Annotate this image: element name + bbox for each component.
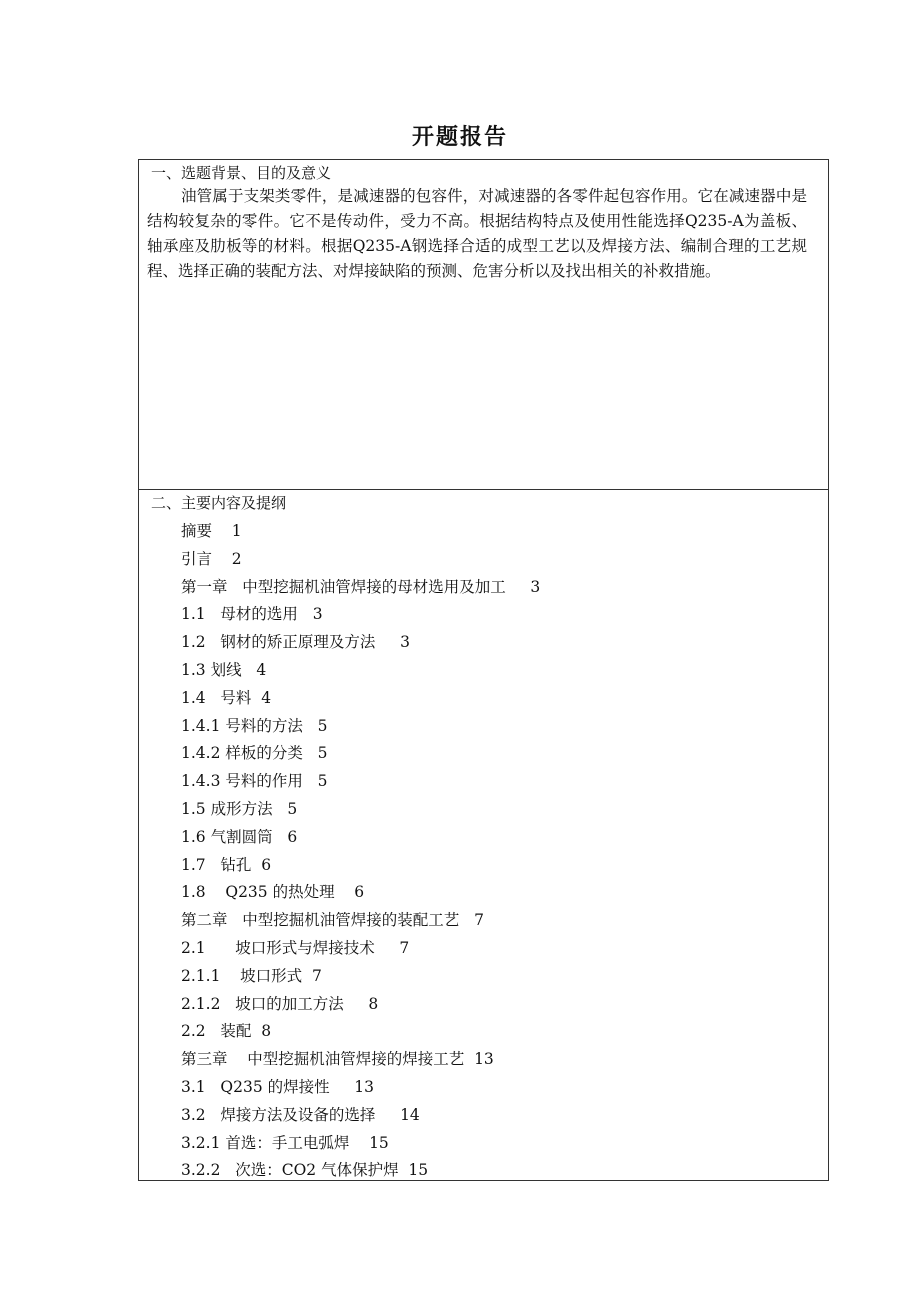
toc-item: 1.2 钢材的矫正原理及方法 3	[181, 633, 410, 652]
toc-item: 1.4.1 号料的方法 5	[181, 716, 328, 735]
toc-item: 第三章 中型挖掘机油管焊接的焊接工艺 13	[181, 1050, 494, 1069]
toc-item: 2.1.2 坡口的加工方法 8	[181, 994, 379, 1013]
outline-section	[139, 490, 828, 1182]
page-title: 开题报告	[411, 124, 508, 150]
section-heading: 二、主要内容及提纲	[151, 494, 287, 512]
report-table	[138, 159, 829, 1181]
toc-item: 1.4.2 样板的分类 5	[181, 744, 328, 763]
toc-item: 1.4.3 号料的作用 5	[181, 772, 328, 791]
background-paragraph: 油管属于支架类零件，是减速器的包容件，对减速器的各零件起包容作用。它在减速器中是结构较复杂的零件。它不是传动件，受力不高。根据结构特点及使用性能选择Q235-A为盖板、轴承座及肋板等的材料。根据Q235-A钢选择合适的成型工艺以及焊接方法、编制合理的工艺规程、选择正确的装配方法、对焊接缺陷的预测、危害分析以及找出相关的补救措施。	[147, 187, 807, 280]
toc-item: 1.5 成形方法 5	[181, 799, 298, 818]
toc-item: 2.1.1 坡口形式 7	[181, 966, 322, 985]
toc-item: 3.2 焊接方法及设备的选择 14	[181, 1105, 420, 1124]
toc-list	[181, 518, 801, 1185]
toc-item: 1.1 母材的选用 3	[181, 605, 323, 624]
toc-item: 1.6 气割圆筒 6	[181, 827, 298, 846]
toc-item: 第一章 中型挖掘机油管焊接的母材选用及加工 3	[181, 577, 541, 596]
toc-item: 3.1 Q235 的焊接性 13	[181, 1077, 375, 1096]
toc-item: 2.1 坡口形式与焊接技术 7	[181, 938, 410, 957]
section-heading: 一、选题背景、目的及意义	[151, 164, 332, 182]
toc-item: 1.8 Q235 的热处理 6	[181, 883, 365, 902]
toc-item: 1.4 号料 4	[181, 688, 272, 707]
toc-item: 3.2.1 首选：手工电弧焊 15	[181, 1133, 389, 1152]
toc-item: 1.7 钻孔 6	[181, 855, 272, 874]
toc-item: 1.3 划线 4	[181, 660, 267, 679]
toc-item: 第二章 中型挖掘机油管焊接的装配工艺 7	[181, 911, 484, 930]
toc-item: 3.2.2 次选：CO2 气体保护焊 15	[181, 1161, 429, 1180]
background-section	[139, 160, 828, 490]
toc-item: 摘要 1	[181, 522, 242, 540]
toc-item: 2.2 装配 8	[181, 1022, 272, 1041]
toc-item: 引言 2	[181, 549, 242, 568]
